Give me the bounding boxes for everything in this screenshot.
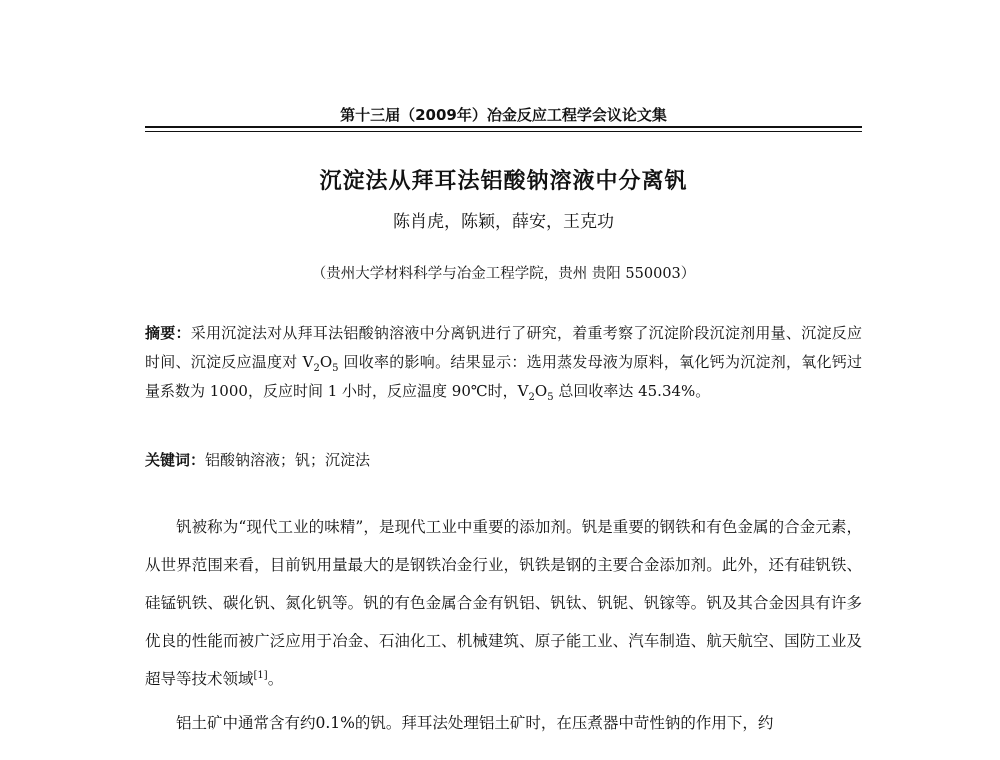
authors: 陈肖虎，陈颖，薛安，王克功	[393, 212, 614, 232]
keywords	[145, 446, 862, 475]
body-paragraph-2: 铝土矿中通常含有约0.1%的钒。拜耳法处理铝土矿时，在压煮器中苛性钠的作用下，约	[176, 714, 774, 732]
abstract-text-1: 采用沉淀法对从拜耳法铝酸钠溶液中分离钒进行了研究，着重考察了沉淀阶段沉淀剂用量、沉淀反应时间、沉淀反应温度对 V	[145, 324, 862, 371]
keywords-text: 铝酸钠溶液；钒；沉淀法	[205, 451, 371, 469]
body-paragraph-1-end: 。	[267, 670, 284, 688]
abstract-text-3: 总回收率达 45.34%。	[553, 382, 711, 400]
keywords-label: 关键词：	[145, 451, 206, 469]
abstract-o-2: O	[534, 382, 548, 400]
header-rule-thick	[145, 126, 862, 128]
citation-ref[interactable]: [1]	[253, 669, 268, 681]
running-header: 第十三届（2009年）冶金反应工程学会议论文集	[340, 106, 667, 124]
affiliation: （贵州大学材料科学与冶金工程学院，贵州 贵阳 550003）	[311, 266, 696, 282]
abstract	[145, 319, 862, 406]
abstract-sub-1: 2	[313, 363, 320, 374]
body-text	[145, 508, 862, 742]
abstract-text-2: 回收率的影响。结果显示：选用蒸发母液为原料，氧化钙为沉淀剂，氧化钙过量系数为 1000，反应时间 1 小时，反应温度 90℃时，V	[145, 353, 862, 400]
abstract-sub-2: 5	[332, 363, 339, 374]
paper-title: 沉淀法从拜耳法铝酸钠溶液中分离钒	[319, 169, 688, 194]
body-paragraph-1-text: 钒被称为“现代工业的味精”，是现代工业中重要的添加剂。钒是重要的钢铁和有色金属的合金元素，从世界范围来看，目前钒用量最大的是钢铁冶金行业，钒铁是钢的主要合金添加剂。此外，还有硅钒铁、硅锰钒铁、碳化钒、氮化钒等。钒的有色金属合金有钒铝、钒钛、钒铌、钒镓等。钒及其合金因具有许多优良的性能而被广泛应用于冶金、石油化工、机械建筑、原子能工业、汽车制造、航天航空、国防工业及超导等技术领域	[145, 518, 862, 688]
abstract-o-1: O	[319, 353, 333, 371]
abstract-sub-4: 5	[547, 392, 554, 403]
header-rule-thin	[145, 131, 862, 132]
abstract-label: 摘要：	[145, 324, 191, 342]
body-paragraph-1	[145, 508, 862, 698]
abstract-sub-3: 2	[528, 392, 535, 403]
